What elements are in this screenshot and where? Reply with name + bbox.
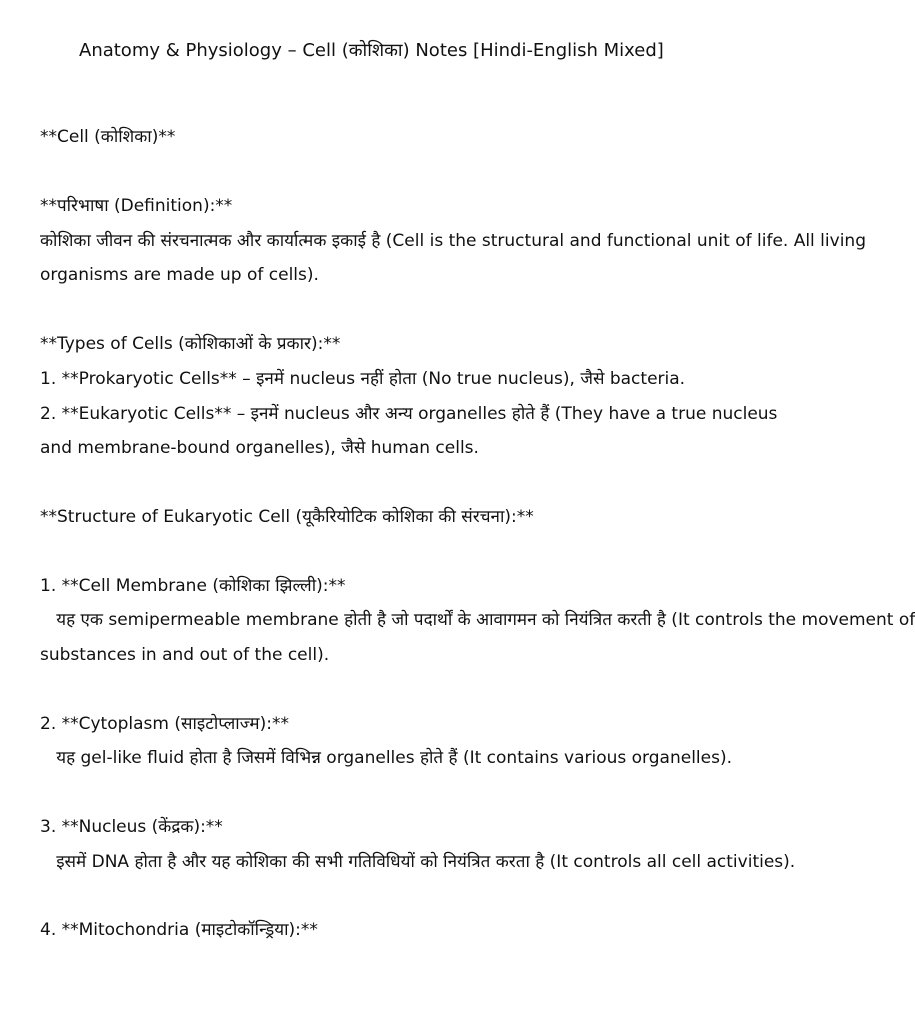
document-title: Anatomy & Physiology – Cell (कोशिका) Notes [Hindi-English Mixed] <box>79 40 664 61</box>
list-item-eukaryotic-continued: and membrane-bound organelles), जैसे human cells. <box>40 438 479 458</box>
structure-heading: **Structure of Eukaryotic Cell (यूकैरियोटिक कोशिका की संरचना):** <box>40 507 534 527</box>
cytoplasm-heading: 2. **Cytoplasm (साइटोप्लाज्म):** <box>40 714 289 734</box>
cell-membrane-text: यह एक semipermeable membrane होती है जो पदार्थों के आवागमन को नियंत्रित करती है (It controls the movement of <box>40 610 915 630</box>
list-item-prokaryotic: 1. **Prokaryotic Cells** – इनमें nucleus नहीं होता (No true nucleus), जैसे bacteria. <box>40 369 686 389</box>
cytoplasm-text: यह gel-like fluid होता है जिसमें विभिन्न organelles होते हैं (It contains various organelles). <box>40 748 732 768</box>
mitochondria-heading: 4. **Mitochondria (माइटोकॉन्ड्रिया):** <box>40 920 318 940</box>
definition-heading: **परिभाषा (Definition):** <box>40 196 233 216</box>
definition-text-line: organisms are made up of cells). <box>40 265 319 285</box>
types-heading: **Types of Cells (कोशिकाओं के प्रकार):** <box>40 334 341 354</box>
nucleus-heading: 3. **Nucleus (केंद्रक):** <box>40 817 223 837</box>
cell-membrane-heading: 1. **Cell Membrane (कोशिका झिल्ली):** <box>40 576 346 596</box>
definition-text-line: कोशिका जीवन की संरचनात्मक और कार्यात्मक इकाई है (Cell is the structural and functional unit of life. All living <box>40 231 866 251</box>
nucleus-text: इसमें DNA होता है और यह कोशिका की सभी गतिविधियों को नियंत्रित करता है (It controls all cell activities). <box>40 852 796 872</box>
section-heading-cell: **Cell (कोशिका)** <box>40 127 176 147</box>
list-item-eukaryotic: 2. **Eukaryotic Cells** – इनमें nucleus और अन्य organelles होते हैं (They have a true nucleus <box>40 404 778 424</box>
cell-membrane-text-continued: substances in and out of the cell). <box>40 645 330 665</box>
